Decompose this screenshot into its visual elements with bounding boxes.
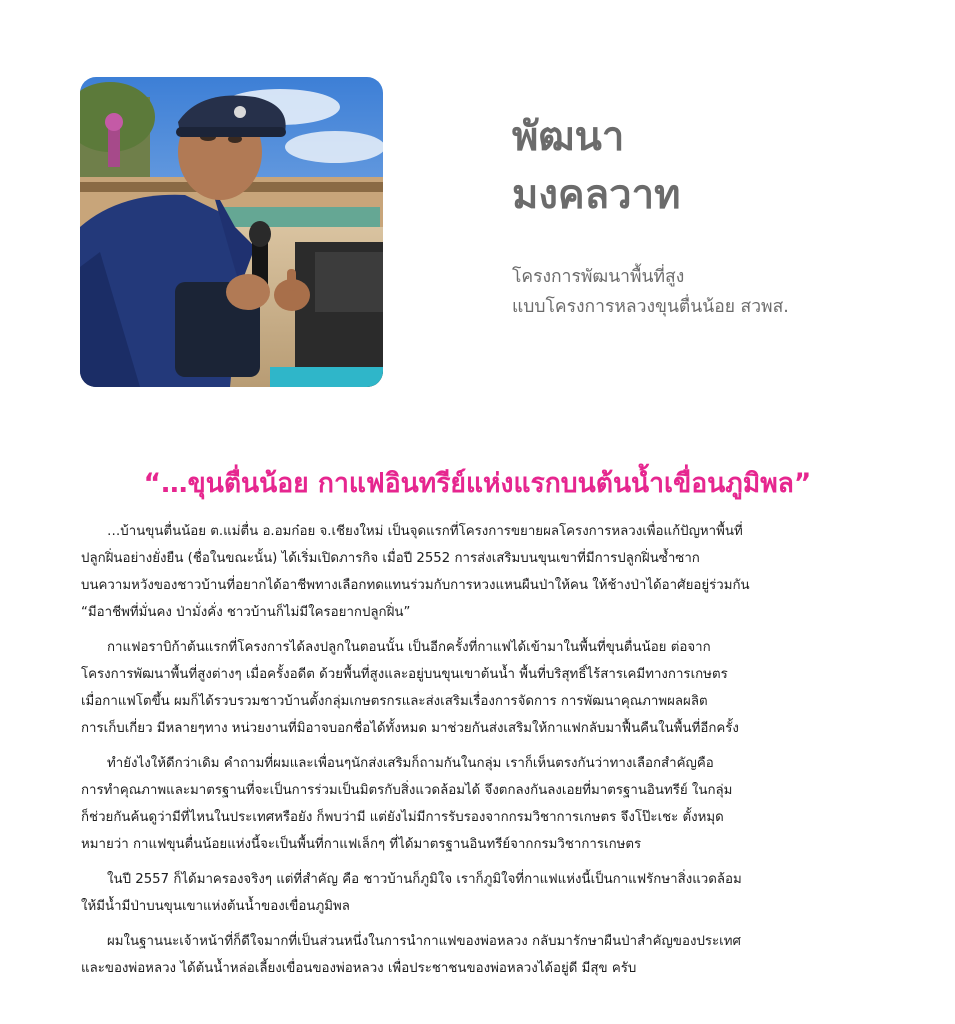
text-line: ก็ช่วยกันค้นดูว่ามีที่ไหนในประเทศหรือยัง ก็พบว่ามี แต่ยังไม่มีการรับรองจากกรมวิชาการเกษตร จึงโป๊ะเชะ ตั้งหมุด — [81, 810, 724, 825]
text-line: ทำยังไงให้ดีกว่าเดิม คำถามที่ผมและเพื่อนๆนักส่งเสริมก็ถามกันในกลุ่ม เราก็เห็นตรงกันว่าทางเลือกสำคัญคือ — [107, 756, 714, 771]
text-line: “มีอาชีพที่มั่นคง ป่ามั่งคั่ง ชาวบ้านก็ไม่มีใครอยากปลูกฝิ่น” — [81, 605, 411, 620]
text-line: กาแฟอราบิก้าต้นแรกที่โครงการได้ลงปลูกในตอนนั้น เป็นอีกครั้งที่กาแฟได้เข้ามาในพื้นที่ขุนตื่นน้อย ต่อจาก — [107, 640, 711, 655]
text-line: และของพ่อหลวง ได้ต้นน้ำหล่อเลี้ยงเขื่อนของพ่อหลวง เพื่อประชาชนของพ่อหลวงได้อยู่ดี มีสุข ครับ — [81, 961, 637, 976]
text-line: …บ้านขุนตื่นน้อย ต.แม่ตื่น อ.อมก๋อย จ.เชียงใหม่ เป็นจุดแรกที่โครงการขยายผลโครงการหลวงเพื่อแก้ปัญหาพื้นที่ — [107, 524, 743, 539]
text-line: ให้มีน้ำมีป่าบนขุนเขาแห่งต้นน้ำของเขื่อนภูมิพล — [81, 899, 350, 914]
name-last: มงคลวาท — [512, 172, 681, 218]
paragraph-2 — [81, 634, 887, 742]
article-body — [81, 518, 887, 990]
portrait-photo — [80, 77, 383, 387]
affiliation-line: โครงการพัฒนาพื้นที่สูง — [512, 267, 685, 287]
text-line: การทำคุณภาพและมาตรฐานที่จะเป็นการร่วมเป็นมิตรกับสิ่งแวดล้อมได้ จึงตกลงกันลงเอยที่มาตรฐานอินทรีย์ ในกลุ่ม — [81, 783, 733, 798]
portrait-illustration — [80, 77, 383, 387]
text-line: บนความหวังของชาวบ้านที่อยากได้อาชีพทางเลือกทดแทนร่วมกับการหวงแหนผืนป่าให้คน ให้ช้างป่าได้อาศัยอยู่ร่วมกัน — [81, 578, 750, 593]
name-first: พัฒนา — [512, 114, 625, 160]
text-line: โครงการพัฒนาพื้นที่สูงต่างๆ เมื่อครั้งอดีต ด้วยพื้นที่สูงและอยู่บนขุนเขาต้นน้ำ พื้นที่บริสุทธิ์ไร้สารเคมีทางการเกษตร — [81, 667, 728, 682]
paragraph-1 — [81, 518, 887, 626]
text-line: การเก็บเกี่ยว มีหลายๆทาง หน่วยงานที่มิอาจบอกชื่อได้ทั้งหมด มาช่วยกันส่งเสริมให้กาแฟกลับมาฟื้นคืนในพื้นที่อีกครั้ง — [81, 721, 739, 736]
affiliation — [512, 262, 932, 322]
paragraph-3 — [81, 750, 887, 858]
text-line: ปลูกฝิ่นอย่างยั่งยืน (ชื่อในขณะนั้น) ได้เริ่มเปิดภารกิจ เมื่อปี 2552 การส่งเสริมบนขุนเขาที่มีการปลูกฝิ่นซ้ำซาก — [81, 551, 700, 566]
text-line: เมื่อกาแฟโตขึ้น ผมก็ได้รวบรวมชาวบ้านตั้งกลุ่มเกษตรกรและส่งเสริมเรื่องการจัดการ การพัฒนาคุณภาพผลผลิต — [81, 694, 708, 709]
person-name — [512, 108, 912, 224]
pull-quote: “…ขุนตื่นน้อย กาแฟอินทรีย์แห่งแรกบนต้นน้ำเขื่อนภูมิพล” — [143, 468, 812, 499]
paragraph-5 — [81, 928, 887, 982]
affiliation-line: แบบโครงการหลวงขุนตื่นน้อย สวพส. — [512, 297, 789, 317]
text-line: หมายว่า กาแฟขุนตื่นน้อยแห่งนี้จะเป็นพื้นที่กาแฟเล็กๆ ที่ได้มาตรฐานอินทรีย์จากกรมวิชาการเกษตร — [81, 837, 642, 852]
paragraph-4 — [81, 866, 887, 920]
text-line: ในปี 2557 ก็ได้มาครองจริงๆ แต่ที่สำคัญ คือ ชาวบ้านก็ภูมิใจ เราก็ภูมิใจที่กาแฟแห่งนี้เป็นกาแฟรักษาสิ่งแวดล้อม — [107, 872, 742, 887]
text-line: ผมในฐานนะเจ้าหน้าที่ก็ดีใจมากที่เป็นส่วนหนึ่งในการนำกาแฟของพ่อหลวง กลับมารักษาผืนป่าสำคัญของประเทศ — [107, 934, 741, 949]
